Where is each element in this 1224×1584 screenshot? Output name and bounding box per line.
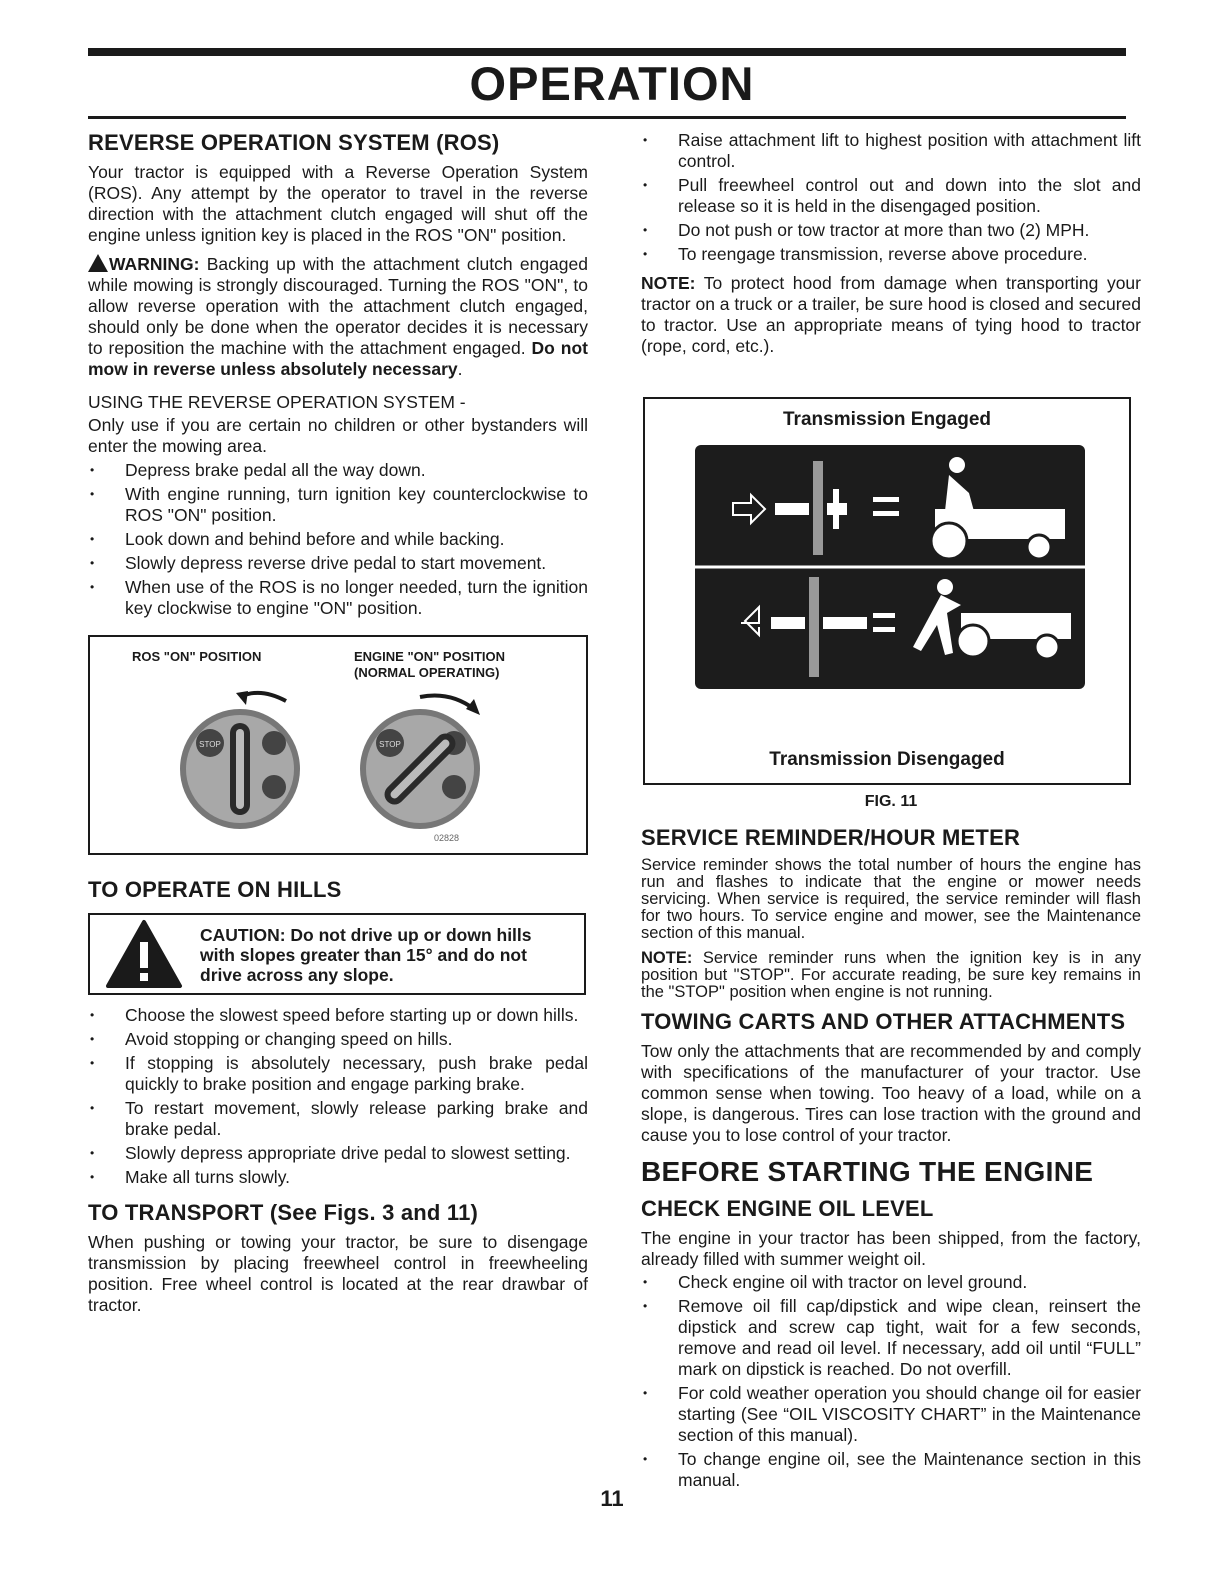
transmission-disengaged-label: Transmission Disengaged: [769, 749, 1005, 770]
warning-icon: [88, 254, 108, 272]
header-rule-bottom: [88, 116, 1126, 119]
caution-text: CAUTION: Do not drive up or down hills with slopes greater than 15° and do not drive across any slope.: [200, 925, 532, 985]
transmission-engaged-label: Transmission Engaged: [783, 409, 991, 430]
part-code: 02828: [434, 833, 460, 843]
oil-list: [641, 1272, 1141, 1491]
ignition-switch-illustration: [90, 637, 586, 853]
fig11-caption: FIG. 11: [864, 793, 918, 810]
ros-intro: Your tractor is equipped with a Reverse Operation System (ROS). Any attempt by the operator to travel in the reverse direction with the attachment clutch engaged will shut off the engine unless ignition key is placed in the ROS "ON" position.: [88, 162, 588, 245]
note-label: NOTE:: [641, 949, 693, 967]
towing-text: Tow only the attachments that are recommended by and comply with specifications of the manufacturer of your tractor. Use common sense when towing. Too heavy of a load, while on a slope, is dangerous. Tires can lose traction with the ground and cause you to lose control of your tractor.: [641, 1041, 1141, 1145]
list-item: • Avoid stopping or changing speed on hills.: [88, 1029, 588, 1050]
warning-bold: Do not mow in reverse unless absolutely necessary: [88, 338, 588, 379]
service-heading: SERVICE REMINDER/HOUR METER: [641, 825, 1021, 850]
ros-heading: REVERSE OPERATION SYSTEM (ROS): [88, 130, 500, 155]
note-label: NOTE:: [641, 273, 696, 293]
right-column: [641, 130, 1141, 1499]
using-intro: Only use if you are certain no children or other bystanders will enter the mowing area.: [88, 415, 588, 456]
oil-heading: CHECK ENGINE OIL LEVEL: [641, 1196, 934, 1221]
ros-warning: [88, 254, 588, 380]
page-number: 11: [600, 1486, 624, 1511]
list-item: • Raise attachment lift to highest position with attachment lift control.: [641, 130, 1141, 172]
svg-text:STOP: STOP: [379, 740, 401, 749]
note-text: Service reminder runs when the ignition key is in any position but "STOP". For accurate reading, be sure key remains in the "STOP" position when engine is not running.: [641, 949, 1141, 1001]
left-column: [88, 130, 588, 1324]
list-item: • To reengage transmission, reverse above procedure.: [641, 244, 1141, 265]
caution-triangle-icon: [104, 918, 184, 990]
ignition-switch-engine-icon: [360, 696, 480, 830]
list-item: • Slowly depress appropriate drive pedal to slowest setting.: [88, 1143, 588, 1164]
list-item: • When use of the ROS is no longer needed, turn the ignition key clockwise to engine "ON" position.: [88, 577, 588, 619]
warning-end: .: [457, 359, 463, 379]
ignition-switch-ros-icon: [180, 691, 300, 829]
list-item: • Look down and behind before and while backing.: [88, 529, 588, 550]
list-item: • Depress brake pedal all the way down.: [88, 460, 588, 481]
note-text: To protect hood from damage when transporting your tractor on a truck or a trailer, be sure hood is closed and secured to tractor. Use an appropriate means of tying hood to tractor (rope, cord, etc.).: [641, 273, 1141, 356]
before-heading: BEFORE STARTING THE ENGINE: [641, 1156, 1094, 1187]
list-item: • Do not push or tow tractor at more than two (2) MPH.: [641, 220, 1141, 241]
ros-figure: [88, 635, 588, 855]
list-item: • With engine running, turn ignition key counterclockwise to ROS "ON" position.: [88, 484, 588, 526]
fig11-box: [643, 397, 1131, 785]
header-rule-top: [88, 48, 1126, 56]
list-item: • Pull freewheel control out and down into the slot and release so it is held in the disengaged position.: [641, 175, 1141, 217]
list-item: • Slowly depress reverse drive pedal to start movement.: [88, 553, 588, 574]
transport-heading: TO TRANSPORT (See Figs. 3 and 11): [88, 1200, 479, 1225]
transport-note: [641, 273, 1141, 357]
list-item: • To restart movement, slowly release parking brake and brake pedal.: [88, 1098, 588, 1140]
list-item: • For cold weather operation you should change oil for easier starting (See “OIL VISCOSITY CHART” in the Maintenance section of this manual).: [641, 1383, 1141, 1446]
using-heading: USING THE REVERSE OPERATION SYSTEM -: [88, 392, 466, 412]
page-title: OPERATION: [469, 57, 755, 110]
ros-on-label: ROS "ON" POSITION: [132, 649, 262, 664]
warning-text: Backing up with the attachment clutch engaged while mowing is strongly discouraged. Turning the ROS "ON", to allow reverse operation with the attachment clutch engaged, should only be done when the operator decides it is necessary to reposition the machine with the attachment engaged.: [88, 254, 588, 358]
warning-label: WARNING:: [109, 254, 200, 274]
oil-text: The engine in your tractor has been shipped, from the factory, already filled with summer weight oil.: [641, 1228, 1141, 1269]
list-item: • If stopping is absolutely necessary, push brake pedal quickly to brake position and engage parking brake.: [88, 1053, 588, 1095]
service-note: [641, 950, 1141, 1001]
engine-on-label: ENGINE "ON" POSITION: [354, 649, 506, 664]
service-text: Service reminder shows the total number of hours the engine has run and flashes to indicate that the engine or mower needs servicing. When service is required, the service reminder will flash for two hours. To service engine and mower, see the Maintenance section of this manual.: [641, 856, 1141, 942]
transport-list: [641, 130, 1141, 265]
list-item: • To change engine oil, see the Maintenance section in this manual.: [641, 1449, 1141, 1491]
ros-steps: [88, 460, 588, 619]
towing-heading: TOWING CARTS AND OTHER ATTACHMENTS: [641, 1009, 1126, 1034]
transmission-illustration: [645, 399, 1129, 783]
list-item: • Choose the slowest speed before starting up or down hills.: [88, 1005, 588, 1026]
list-item: • Make all turns slowly.: [88, 1167, 588, 1188]
normal-operating-label: (NORMAL OPERATING): [354, 665, 500, 680]
list-item: • Check engine oil with tractor on level ground.: [641, 1272, 1141, 1293]
hills-heading: TO OPERATE ON HILLS: [88, 877, 342, 902]
caution-box: [88, 913, 586, 995]
transport-text: When pushing or towing your tractor, be sure to disengage transmission by placing freewheel control in freewheeling position. Free wheel control is located at the rear drawbar of tractor.: [88, 1232, 588, 1315]
hills-list: [88, 1005, 588, 1188]
svg-text:STOP: STOP: [199, 740, 221, 749]
list-item: • Remove oil fill cap/dipstick and wipe clean, reinsert the dipstick and screw cap tight, wait for a few seconds, remove and read oil level. If necessary, add oil until “FULL” mark on dipstick is reached. Do not overfill.: [641, 1296, 1141, 1380]
